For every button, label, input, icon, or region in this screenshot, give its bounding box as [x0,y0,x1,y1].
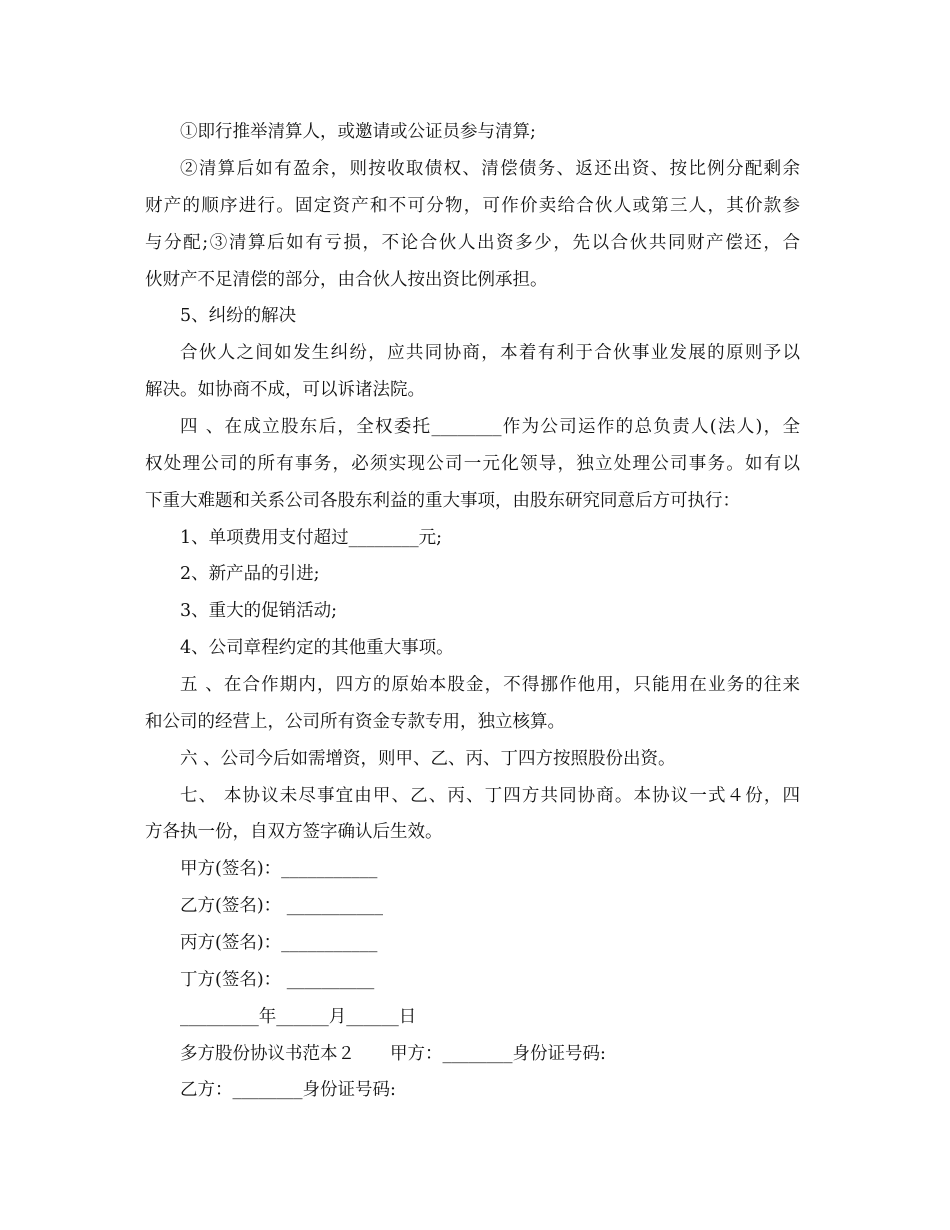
section-heading: 5、纠纷的解决 [180,306,297,326]
paragraph-line: 六 、公司今后如需增资，则甲、乙、丙、丁四方按照股份出资。 [180,749,676,769]
paragraph-line: 与分配;③清算后如有亏损，不论合伙人出资多少，先以合伙共同财产偿还，合 [145,233,800,253]
list-item: 4、公司章程约定的其他重大事项。 [180,638,454,658]
signature-line: 丁方(签名)： __________ [180,970,375,990]
paragraph-line: 四 、在成立股东后，全权委托________作为公司运作的总负责人(法人)，全 [180,417,800,437]
list-item: 3、重大的促销活动; [180,601,338,621]
paragraph-line: 权处理公司的所有事务，必须实现公司一元化领导，独立处理公司事务。如有以 [145,454,800,474]
signature-line: 甲方(签名)：___________ [180,859,378,879]
sample-title-line: 多方股份协议书范本２ 甲方：________身份证号码: [180,1044,606,1064]
signature-line: 乙方(签名)： ___________ [180,896,383,916]
paragraph-line: 伙财产不足清偿的部分，由合伙人按出资比例承担。 [145,270,548,290]
signature-line: 丙方(签名)：___________ [180,933,378,953]
paragraph-line: 和公司的经营上，公司所有资金专款专用，独立核算。 [145,712,565,732]
paragraph-line: 七、 本协议未尽事宜由甲、乙、丙、丁四方共同协商。本协议一式４份，四 [180,786,800,806]
paragraph-line: 下重大难题和关系公司各股东利益的重大事项，由股东研究同意后方可执行： [145,491,740,511]
list-item: 2、新产品的引进; [180,564,320,584]
party-line: 乙方：________身份证号码: [180,1080,396,1100]
paragraph-line: 方各执一份，自双方签字确认后生效。 [145,822,443,842]
paragraph-line: ②清算后如有盈余，则按收取债权、清偿债务、返还出资、按比例分配剩余 [180,159,800,179]
paragraph-line: ①即行推举清算人，或邀请或公证员参与清算; [180,122,536,142]
list-item: 1、单项费用支付超过________元; [180,528,443,548]
paragraph-line: 合伙人之间如发生纠纷，应共同协商，本着有利于合伙事业发展的原则予以 [180,343,800,363]
paragraph-line: 财产的顺序进行。固定资产和不可分物，可作价卖给合伙人或第三人，其价款参 [145,196,800,216]
paragraph-line: 解决。如协商不成，可以诉诸法院。 [145,380,425,400]
date-line: _________年______月______日 [180,1007,417,1027]
paragraph-line: 五 、在合作期内，四方的原始本股金，不得挪作他用，只能用在业务的往来 [180,675,800,695]
